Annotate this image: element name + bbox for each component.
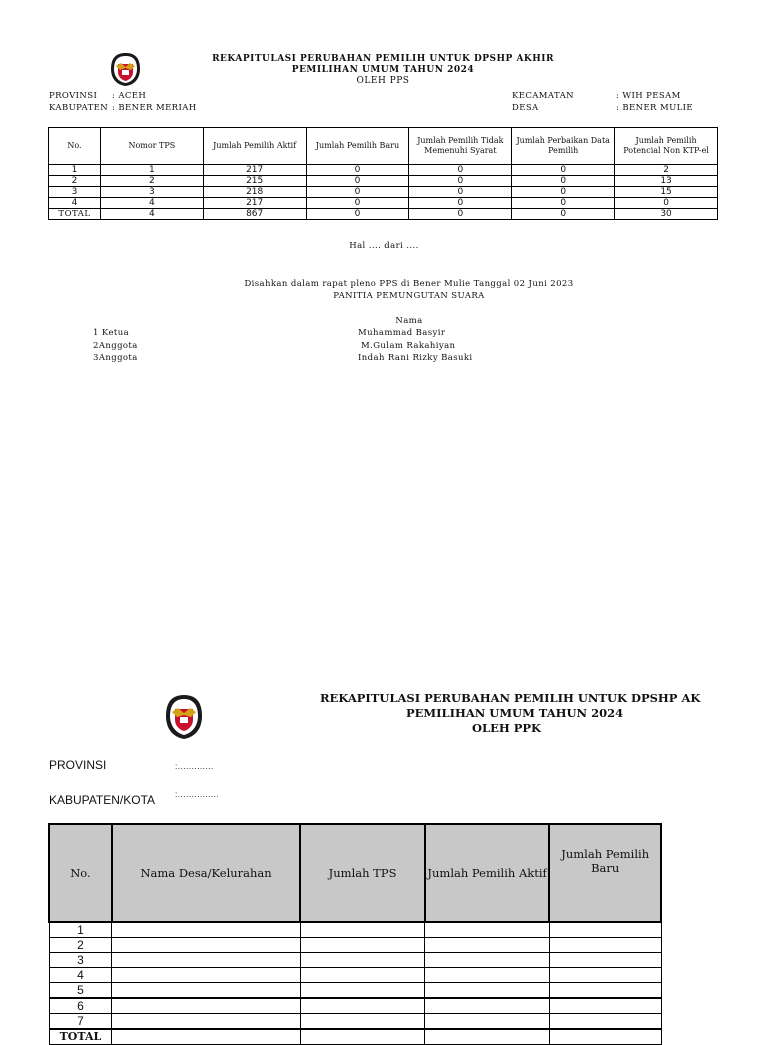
- doc2-header-no: No.: [49, 824, 112, 922]
- doc2-title-line-3: OLEH PPK: [472, 721, 542, 735]
- cell-non-ktp: 30: [615, 209, 718, 220]
- doc1-provinsi-value: : ACEH: [112, 91, 147, 101]
- member-role: Ketua: [101, 328, 130, 338]
- cell-perbaikan: 0: [512, 209, 615, 220]
- cell-pemilih-baru: 0: [306, 187, 409, 198]
- cell-no: 1: [49, 922, 112, 938]
- doc1-desa-label: DESA: [512, 103, 539, 113]
- table-row: [49, 198, 718, 209]
- doc2-provinsi-value: :.............: [175, 761, 214, 771]
- doc1-header-no: No.: [49, 128, 101, 165]
- cell-perbaikan: 0: [512, 198, 615, 209]
- table-row: [49, 922, 661, 938]
- table-row-total: [49, 209, 718, 220]
- kpu-logo: [109, 52, 142, 87]
- doc1-header-non-ktp-el: Jumlah Pemilih Potencial Non KTP-el: [615, 128, 718, 165]
- doc2-header-jumlah-tps: Jumlah TPS: [300, 824, 425, 922]
- cell-no: 7: [49, 1014, 112, 1030]
- cell-nomor-tps: 3: [100, 187, 203, 198]
- table-row: [49, 176, 718, 187]
- cell-no: 4: [49, 968, 112, 983]
- doc2-title-line-1: REKAPITULASI PERUBAHAN PEMILIH UNTUK DPSHP AK: [320, 691, 701, 705]
- doc1-kabupaten-value: : BENER MERIAH: [112, 103, 197, 113]
- doc1-desa-value: : BENER MULIE: [616, 103, 694, 113]
- nama-label: Nama: [395, 316, 423, 326]
- doc1-title-line-3: OLEH PPS: [356, 76, 410, 86]
- cell-perbaikan: 0: [512, 176, 615, 187]
- doc1-title-line-1: REKAPITULASI PERUBAHAN PEMILIH UNTUK DPSHP AKHIR: [212, 54, 554, 64]
- table-row: [49, 1014, 661, 1030]
- doc1-header-perbaikan-data: Jumlah Perbaikan Data Pemilih: [512, 128, 615, 165]
- cell-no: 4: [49, 198, 101, 209]
- cell-pemilih-aktif: 867: [203, 209, 306, 220]
- page-indicator: Hal .... dari ....: [349, 241, 419, 251]
- cell-non-ktp: 0: [615, 198, 718, 209]
- cell-tms: 0: [409, 198, 512, 209]
- table-row-total: [49, 1029, 661, 1045]
- table-row: [49, 165, 718, 176]
- cell-nomor-tps: 4: [100, 209, 203, 220]
- cell-non-ktp: 13: [615, 176, 718, 187]
- cell-no: 3: [49, 953, 112, 968]
- cell-no: 5: [49, 983, 112, 999]
- cell-no: 2: [49, 938, 112, 953]
- cell-pemilih-baru: 0: [306, 165, 409, 176]
- cell-perbaikan: 0: [512, 187, 615, 198]
- doc2-recap-table: [48, 823, 662, 1045]
- table-row: [49, 187, 718, 198]
- cell-no: 2: [49, 176, 101, 187]
- cell-tms: 0: [409, 209, 512, 220]
- doc1-header-pemilih-baru: Jumlah Pemilih Baru: [306, 128, 409, 165]
- doc1-header-nomor-tps: Nomor TPS: [100, 128, 203, 165]
- cell-tms: 0: [409, 187, 512, 198]
- doc2-provinsi-label: PROVINSI: [49, 758, 107, 772]
- cell-pemilih-baru: 0: [306, 198, 409, 209]
- member-row: [93, 341, 138, 351]
- kpu-logo: [164, 694, 204, 740]
- member-name: M.Gulam Rakahiyan: [361, 341, 456, 351]
- committee-name: PANITIA PEMUNGUTAN SUARA: [333, 291, 485, 301]
- doc1-kecamatan-label: KECAMATAN: [512, 91, 574, 101]
- doc1-provinsi-label: PROVINSI: [49, 91, 98, 101]
- member-role: Anggota: [98, 353, 138, 363]
- doc1-kecamatan-value: : WIH PESAM: [616, 91, 681, 101]
- member-no: 3: [93, 353, 99, 363]
- ratification-text: Disahkan dalam rapat pleno PPS di Bener Mulie Tanggal 02 Juni 2023: [244, 279, 574, 289]
- cell-perbaikan: 0: [512, 165, 615, 176]
- cell-pemilih-aktif: 218: [203, 187, 306, 198]
- member-row: [93, 353, 138, 363]
- cell-no: 1: [49, 165, 101, 176]
- member-role: Anggota: [98, 341, 138, 351]
- cell-tms: 0: [409, 165, 512, 176]
- cell-pemilih-aktif: 215: [203, 176, 306, 187]
- cell-nomor-tps: 4: [100, 198, 203, 209]
- cell-no: 6: [49, 998, 112, 1014]
- cell-pemilih-aktif: 217: [203, 165, 306, 176]
- cell-pemilih-aktif: 217: [203, 198, 306, 209]
- doc2-title-line-2: PEMILIHAN UMUM TAHUN 2024: [406, 706, 624, 720]
- table-row: [49, 983, 661, 999]
- cell-total-label: TOTAL: [49, 1029, 112, 1045]
- cell-nomor-tps: 1: [100, 165, 203, 176]
- cell-pemilih-baru: 0: [306, 176, 409, 187]
- doc1-header-tidak-memenuhi-syarat: Jumlah Pemilih Tidak Memenuhi Syarat: [409, 128, 512, 165]
- cell-pemilih-baru: 0: [306, 209, 409, 220]
- member-no: 2: [93, 341, 99, 351]
- table-row: [49, 938, 661, 953]
- cell-no: 3: [49, 187, 101, 198]
- doc2-kabupaten-value: :...............: [175, 789, 220, 799]
- cell-nomor-tps: 2: [100, 176, 203, 187]
- member-no: 1: [93, 328, 99, 338]
- doc2-header-nama-desa: Nama Desa/Kelurahan: [112, 824, 300, 922]
- doc2-header-pemilih-aktif: Jumlah Pemilih Aktif: [425, 824, 550, 922]
- doc1-kabupaten-label: KABUPATEN: [49, 103, 109, 113]
- doc1-recap-table: [48, 127, 718, 220]
- cell-total-label: TOTAL: [49, 209, 101, 220]
- cell-tms: 0: [409, 176, 512, 187]
- doc1-header-pemilih-aktif: Jumlah Pemilih Aktif: [203, 128, 306, 165]
- doc2-kabupaten-label: KABUPATEN/KOTA: [49, 793, 156, 807]
- doc1-title-line-2: PEMILIHAN UMUM TAHUN 2024: [291, 65, 475, 75]
- member-row: [93, 328, 129, 338]
- member-name: Muhammad Basyir: [358, 328, 446, 338]
- table-row: [49, 953, 661, 968]
- doc2-header-pemilih-baru: Jumlah Pemilih Baru: [549, 824, 661, 922]
- cell-non-ktp: 15: [615, 187, 718, 198]
- table-row: [49, 968, 661, 983]
- cell-non-ktp: 2: [615, 165, 718, 176]
- table-row: [49, 998, 661, 1014]
- member-name: Indah Rani Rizky Basuki: [358, 353, 473, 363]
